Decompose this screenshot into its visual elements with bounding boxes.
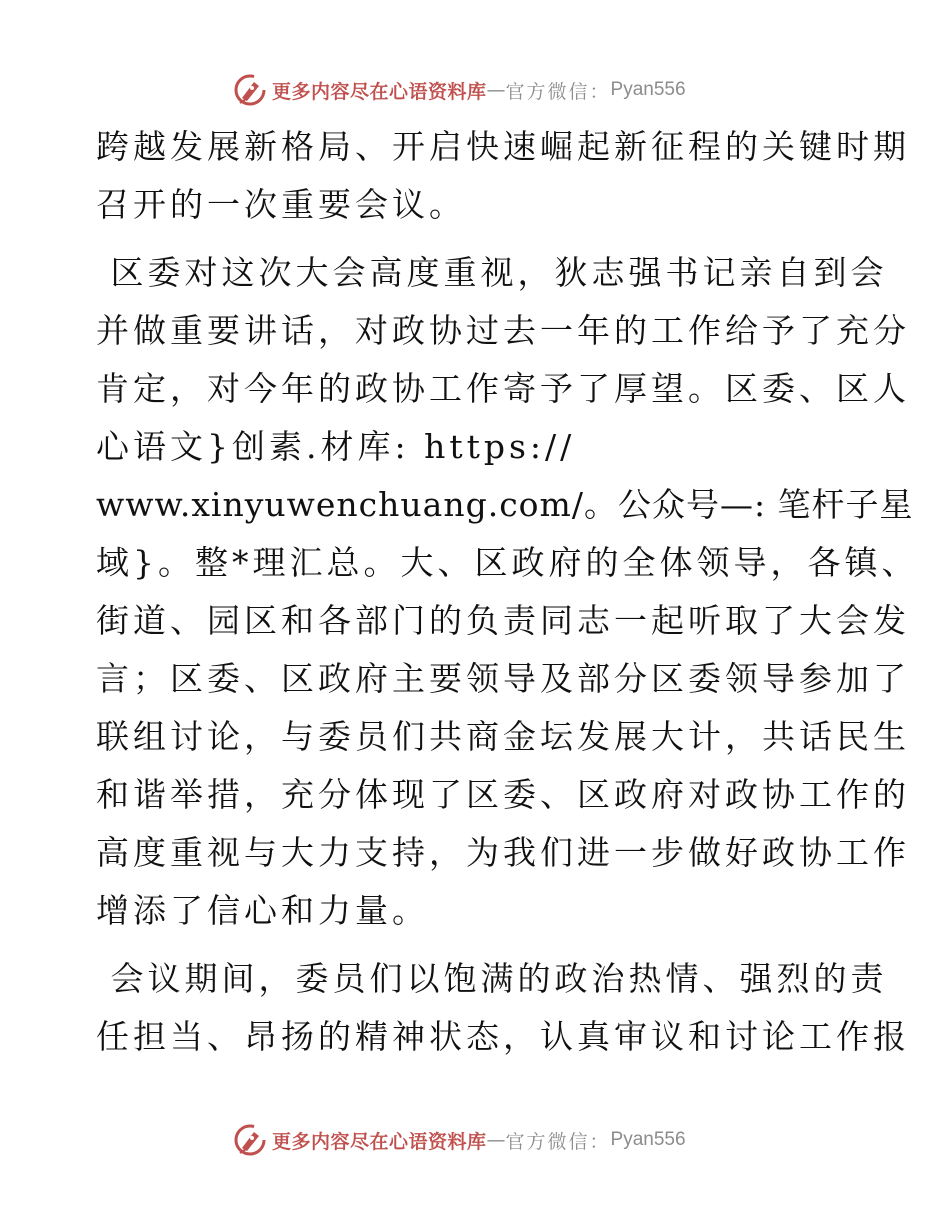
banner-wechat-label: 官方微信： <box>505 80 611 103</box>
text-line: 和谐举措，充分体现了区委、区政府对政协工作的 <box>96 775 910 814</box>
pen-nib-logo-icon <box>232 1122 268 1158</box>
footer-banner <box>232 1122 686 1158</box>
text-line: 区委对这次大会高度重视，狄志强书记亲自到会 <box>96 253 888 292</box>
banner-wechat-id: Pyan556 <box>610 79 686 100</box>
text-line: 跨越发展新格局、开启快速崛起新征程的关键时期 <box>96 127 910 166</box>
banner-dash: — <box>486 1129 506 1151</box>
text-line: 高度重视与大力支持，为我们进一步做好政协工作 <box>96 833 910 872</box>
text-line: 会议期间，委员们以饱满的政治热情、强烈的责 <box>96 959 888 998</box>
text-line: 言；区委、区政府主要领导及部分区委领导参加了 <box>96 659 910 698</box>
text-line: 心语文}创素.材库: https:// <box>96 427 576 466</box>
header-banner <box>232 72 686 108</box>
banner-dash: — <box>486 79 506 101</box>
banner-wechat-id: Pyan556 <box>610 1129 686 1150</box>
text-line: www.xinyuwenchuang.com/。公众号—: 笔杆子星 <box>96 485 914 524</box>
text-line: 增添了信心和力量。 <box>96 891 429 930</box>
body-text <box>96 118 919 1066</box>
banner-slogan: 更多内容尽在心语资料库 <box>272 1130 487 1153</box>
text-line: 街道、园区和各部门的负责同志一起听取了大会发 <box>96 601 910 640</box>
text-line: 联组讨论，与委员们共商金坛发展大计，共话民生 <box>96 717 910 756</box>
banner-slogan: 更多内容尽在心语资料库 <box>272 80 487 103</box>
banner-wechat-label: 官方微信： <box>505 1130 611 1153</box>
text-line: 并做重要讲话，对政协过去一年的工作给予了充分 <box>96 311 910 350</box>
text-line: 肯定，对今年的政协工作寄予了厚望。区委、区人 <box>96 369 910 408</box>
text-line: 任担当、昂扬的精神状态，认真审议和讨论工作报 <box>96 1017 910 1056</box>
pen-nib-logo-icon <box>232 72 268 108</box>
text-line: 召开的一次重要会议。 <box>96 185 466 224</box>
text-line: 域}。整*理汇总。大、区政府的全体领导，各镇、 <box>96 543 919 582</box>
